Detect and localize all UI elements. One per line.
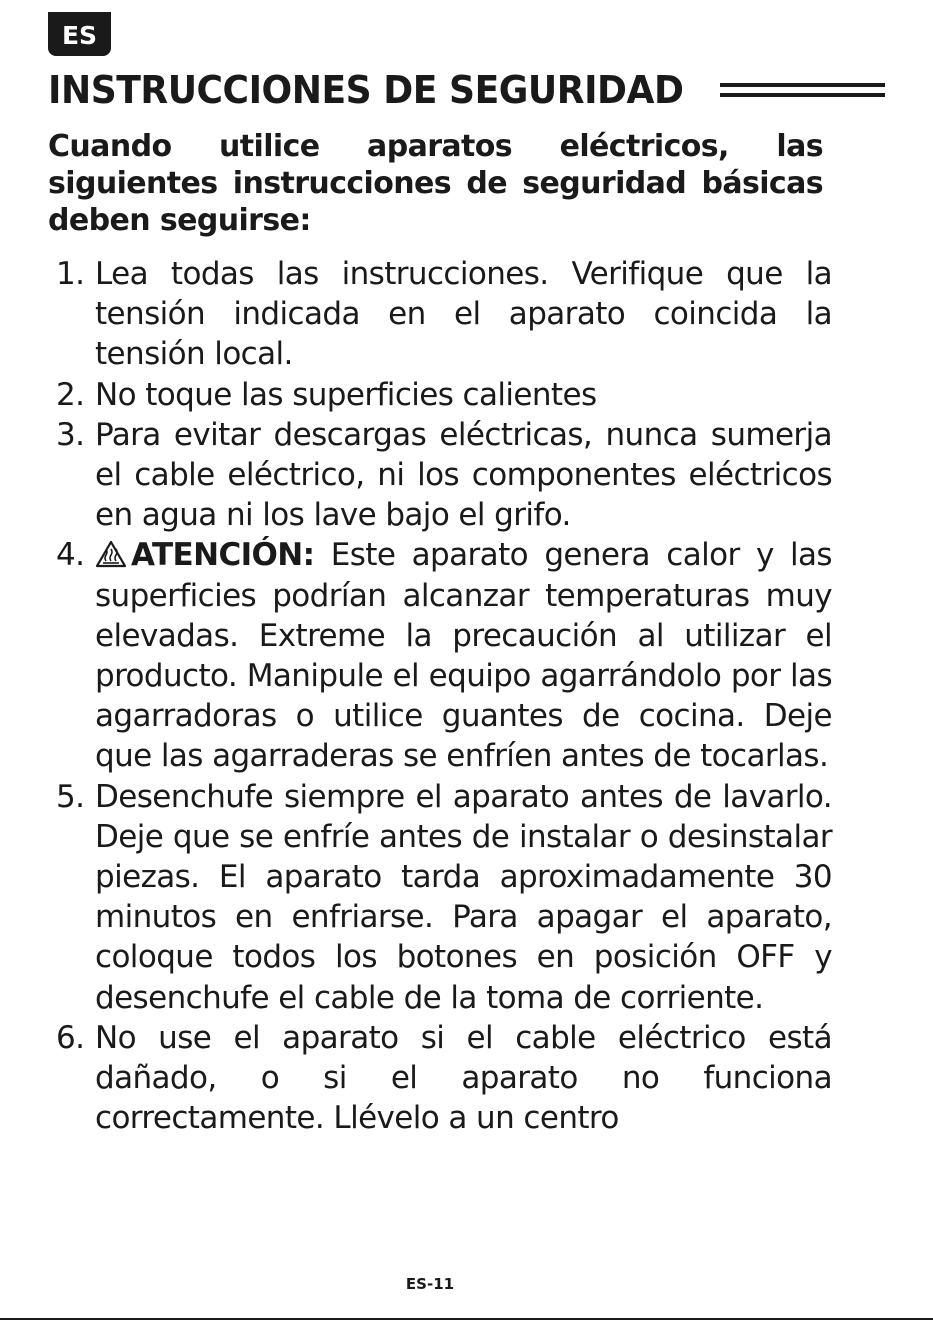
list-item xyxy=(56,1018,832,1139)
intro-paragraph: Cuando utilice aparatos eléctricos, las siguientes instrucciones de seguridad básicas deben seguirse: xyxy=(48,129,823,238)
item-number: 5. xyxy=(56,778,85,815)
list-item xyxy=(56,415,832,536)
list-item xyxy=(56,535,832,776)
item-number: 6. xyxy=(56,1019,85,1056)
language-badge: ES xyxy=(48,12,111,56)
item-text: Desenchufe siempre el aparato antes de lavarlo. Deje que se enfríe antes de instalar o desinstalar piezas. El aparato tarda aproximadamente 30 minutos en enfriarse. Para apagar el aparato, coloque todos los botones en posición OFF y desenchufe el cable de la toma de corriente. xyxy=(95,778,832,1016)
list-item xyxy=(56,254,832,375)
item-number: 3. xyxy=(56,416,85,453)
item-number: 1. xyxy=(56,256,85,292)
item-text: No toque las superficies calientes xyxy=(95,376,597,413)
item-text: Lea todas las instrucciones. Verifique que la tensión indicada en el aparato coincida la tensión local. xyxy=(95,256,832,373)
warning-label: ATENCIÓN: xyxy=(131,537,315,574)
item-text: No use el aparato si el cable eléctrico está dañado, o si el aparato no funciona correctamente. Llévelo a un centro xyxy=(95,1019,832,1137)
page-title: INSTRUCCIONES DE SEGURIDAD xyxy=(48,68,684,112)
safety-instructions-list xyxy=(56,254,832,1138)
item-text: Para evitar descargas eléctricas, nunca sumerja el cable eléctrico, ni los componentes eléctricos en agua ni los lave bajo el grifo. xyxy=(95,416,832,534)
list-item xyxy=(56,777,832,1018)
page-number: ES-11 xyxy=(405,1275,455,1293)
item-text: Este aparato genera calor y las superficies podrían alcanzar temperaturas muy elevadas. Extreme la precaución al utilizar el producto. Manipule el equipo agarrándolo por las agarradoras o utilice guantes de cocina. Deje que las agarraderas se enfríen antes de tocarlas. xyxy=(95,537,832,775)
item-number: 2. xyxy=(56,376,85,413)
title-double-rule-bottom xyxy=(720,93,885,97)
title-double-rule-top xyxy=(720,83,885,87)
list-item xyxy=(56,375,832,415)
page-bottom-rule xyxy=(0,1318,933,1320)
item-number: 4. xyxy=(56,537,85,574)
section-header xyxy=(48,62,888,118)
hot-surface-warning-icon xyxy=(95,540,127,568)
